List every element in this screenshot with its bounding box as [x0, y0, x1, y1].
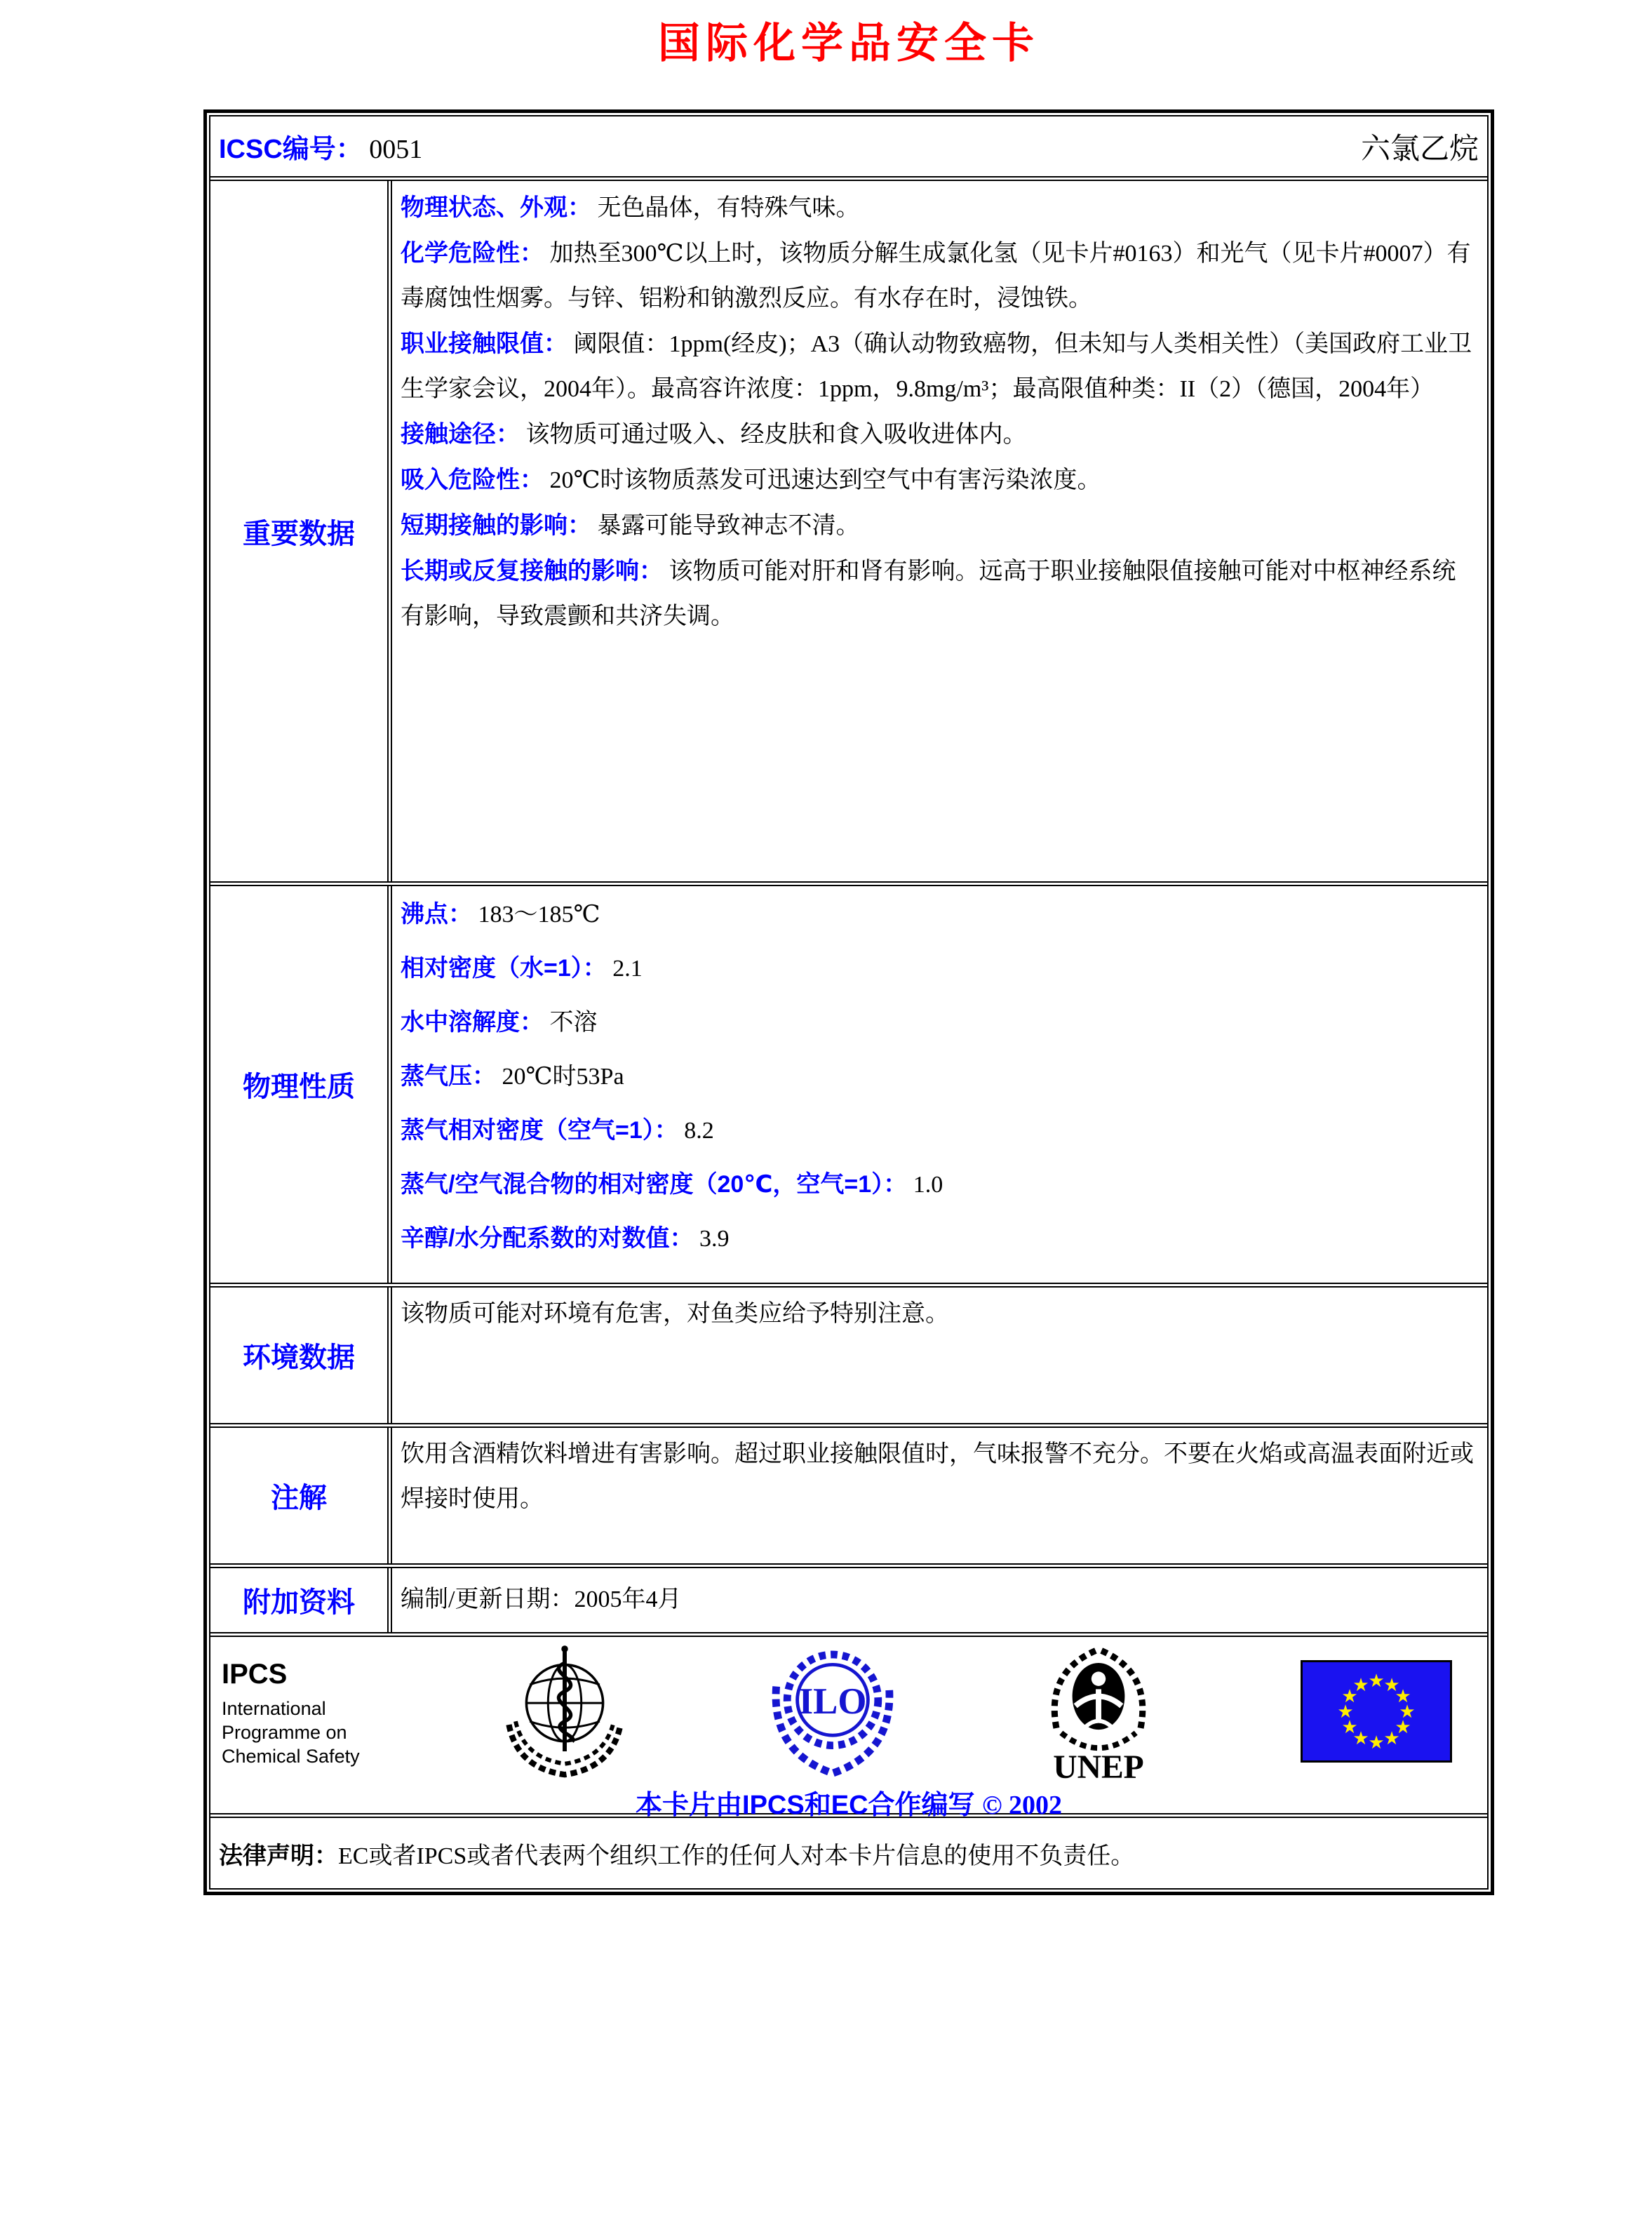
notes-content: 饮用含酒精饮料增进有害影响。超过职业接触限值时，气味报警不充分。不要在火焰或高温表面附近或焊接时使用。: [401, 1441, 1474, 1512]
important-data-item: 吸入危险性： 20℃时该物质蒸发可迅速达到空气中有害污染浓度。: [401, 467, 1101, 493]
environmental-data-content: 该物质可能对环境有危害，对鱼类应给予特别注意。: [401, 1301, 949, 1327]
legal-text: EC或者IPCS或者代表两个组织工作的任何人对本卡片信息的使用不负责任。: [338, 1843, 1135, 1869]
physical-property-item: 蒸气/空气混合物的相对密度（20℃，空气=1）： 1.0: [401, 1171, 943, 1198]
important-data-item: 接触途径： 该物质可通过吸入、经皮肤和食入吸收进体内。: [401, 421, 1027, 448]
chemical-name: 六氯乙烷: [1360, 133, 1479, 166]
svg-text:★: ★: [1337, 1701, 1354, 1722]
important-data-content: [392, 181, 1487, 881]
card-header-row: [210, 116, 1487, 181]
unep-label: UNEP: [1052, 1749, 1144, 1783]
additional-info-label: 附加资料: [210, 1568, 392, 1632]
svg-text:★: ★: [1383, 1727, 1400, 1749]
svg-text:★: ★: [1341, 1716, 1358, 1737]
physical-property-item: 辛醇/水分配系数的对数值： 3.9: [401, 1225, 730, 1252]
svg-text:★: ★: [1395, 1716, 1411, 1737]
environmental-data-label: 环境数据: [210, 1288, 392, 1423]
svg-text:★: ★: [1399, 1701, 1416, 1722]
notes-row: [210, 1428, 1487, 1568]
important-data-row: [210, 181, 1487, 886]
ipcs-title: IPCS: [222, 1659, 288, 1690]
additional-info-content: 编制/更新日期：2005年4月: [401, 1586, 682, 1613]
svg-text:★: ★: [1395, 1685, 1411, 1706]
additional-info-row: [210, 1568, 1487, 1637]
svg-text:★: ★: [1352, 1727, 1369, 1749]
physical-property-item: 蒸气相对密度（空气=1）： 8.2: [401, 1117, 714, 1144]
who-emblem-icon: [502, 1645, 627, 1782]
physical-property-item: 相对密度（水=1）： 2.1: [401, 955, 643, 982]
important-data-item: 长期或反复接触的影响： 该物质可能对肝和肾有影响。远高于职业接触限值接触可能对中枢神经系统有影响，导致震颤和共济失调。: [401, 558, 1456, 629]
important-data-label: 重要数据: [210, 181, 392, 881]
icsc-number-value: 0051: [369, 135, 423, 164]
physical-property-item: 沸点： 183～185℃: [401, 901, 600, 928]
copyright: © 2002: [982, 1791, 1062, 1820]
ipcs-text-block: IPCS International Programme on Chemical Safety: [222, 1657, 360, 1768]
svg-text:★: ★: [1341, 1685, 1358, 1706]
unep-emblem-icon: [1039, 1639, 1158, 1786]
eu-flag-icon: [1301, 1660, 1452, 1766]
icsc-card: [203, 109, 1494, 1895]
environmental-data-row: [210, 1288, 1487, 1428]
physical-properties-row: [210, 886, 1487, 1288]
physical-property-item: 水中溶解度： 不溶: [401, 1009, 598, 1036]
physical-properties-label: 物理性质: [210, 886, 392, 1283]
icsc-number-label: ICSC编号：: [219, 135, 363, 164]
organizations-row: [210, 1637, 1487, 1818]
icsc-number-group: [219, 127, 422, 166]
important-data-item: 化学危险性： 加热至300℃以上时，该物质分解生成氯化氢（见卡片#0163）和光气（见卡片#0007）有毒腐蚀性烟雾。与锌、铝粉和钠激烈反应。有水存在时，浸蚀铁。: [401, 240, 1471, 312]
physical-properties-content: [392, 886, 1487, 1283]
svg-text:★: ★: [1368, 1732, 1385, 1753]
important-data-item: 职业接触限值： 阈限值：1ppm(经皮)；A3（确认动物致癌物，但未知与人类相关性）（美国政府工业卫生学家会议，2004年）。最高容许浓度：1ppm，9.8mg/m³；最高限值种类：II（2）（德国，2004年）: [401, 330, 1472, 402]
svg-text:★: ★: [1383, 1674, 1400, 1695]
svg-text:★: ★: [1368, 1670, 1385, 1691]
notes-label: 注解: [210, 1428, 392, 1563]
page-title: 国际化学品安全卡: [658, 19, 1040, 68]
svg-text:★: ★: [1352, 1674, 1369, 1695]
important-data-item: 物理状态、外观： 无色晶体，有特殊气味。: [401, 194, 860, 221]
svg-text:ILO: ILO: [798, 1680, 867, 1722]
physical-property-item: 蒸气压： 20℃时53Pa: [401, 1063, 624, 1090]
ilo-emblem-icon: [770, 1643, 896, 1784]
legal-row: [210, 1818, 1487, 1888]
important-data-item: 短期接触的影响： 暴露可能导致神志不清。: [401, 512, 860, 539]
legal-label: 法律声明：: [219, 1842, 338, 1869]
credit-line: 本卡片由IPCS和EC合作编写 © 2002: [636, 1791, 1062, 1820]
